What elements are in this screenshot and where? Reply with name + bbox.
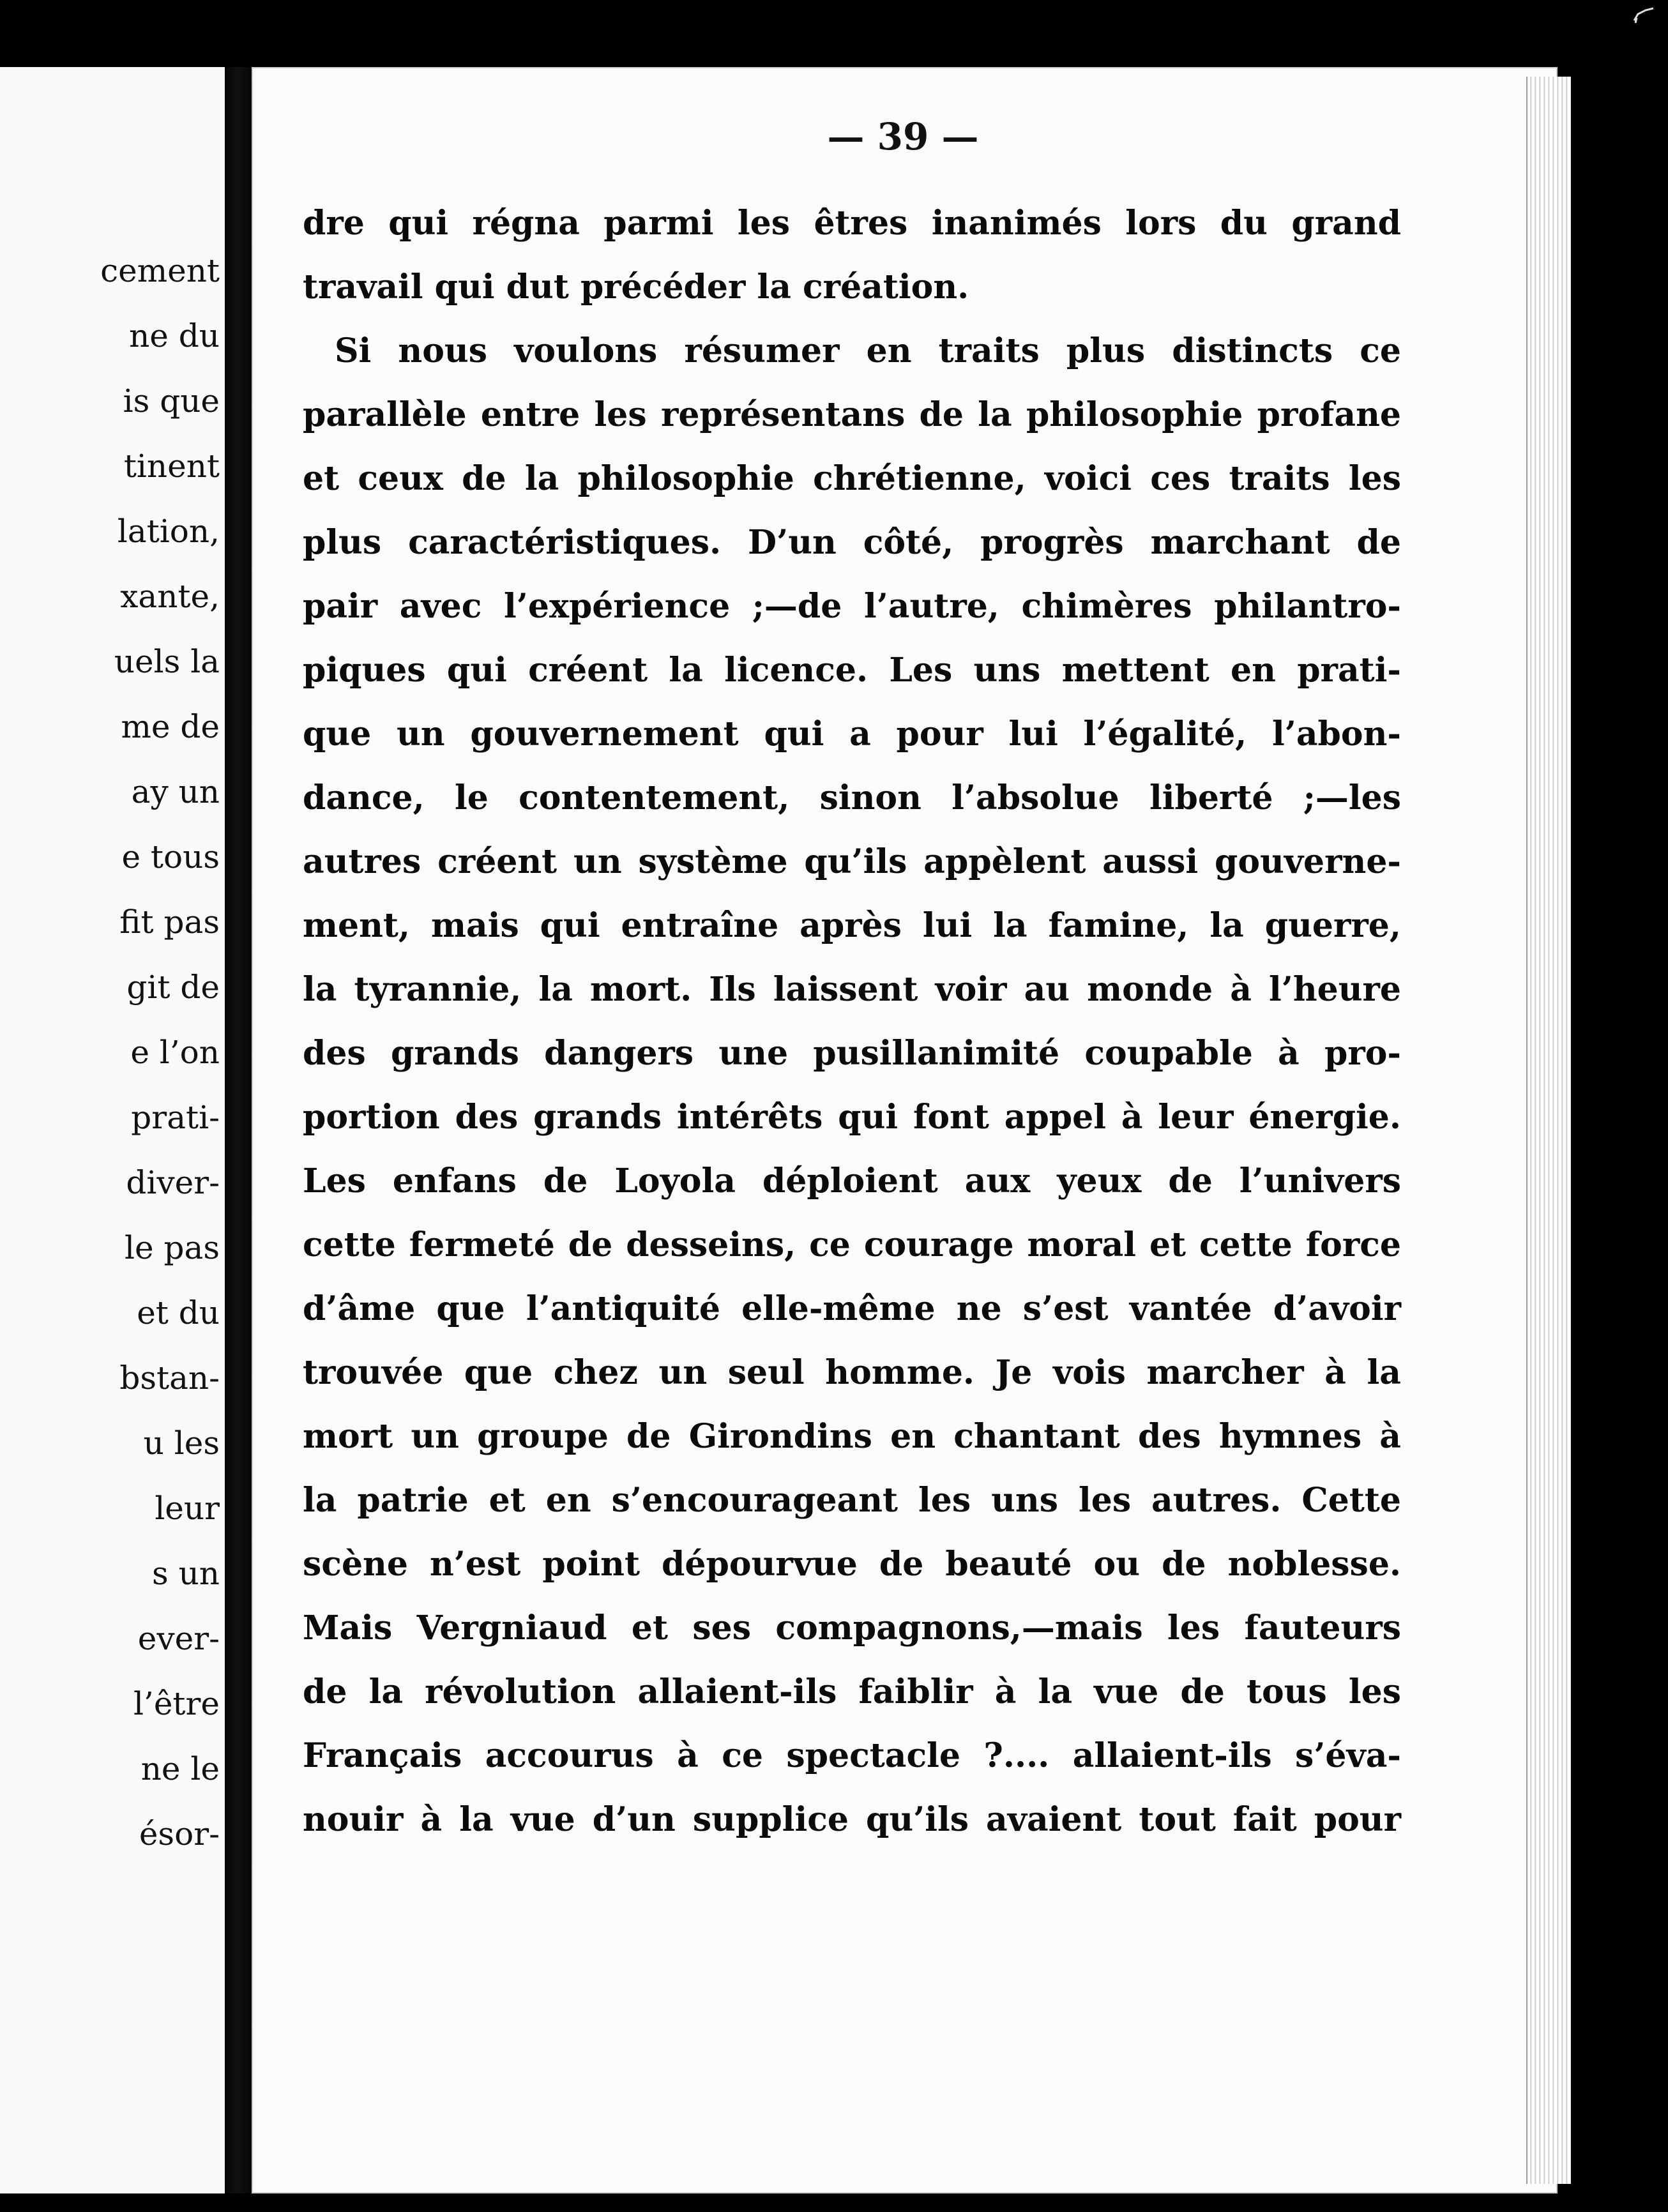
- left-page-line: diver-: [126, 1164, 220, 1201]
- scan-corner-mark: [1632, 5, 1657, 24]
- left-page-line: git de: [126, 969, 220, 1006]
- text-line: Français accourus à ce spectacle ?.... allaient-ils s’éva-: [303, 1736, 1401, 1775]
- left-page-line: leur: [155, 1490, 220, 1527]
- text-line: portion des grands intérêts qui font appel à leur énergie.: [303, 1098, 1401, 1137]
- right-page: [252, 67, 1558, 2193]
- left-page-line: xante,: [120, 578, 220, 615]
- text-line: Les enfans de Loyola déploient aux yeux de l’univers: [303, 1162, 1401, 1201]
- text-line: pair avec l’expérience ;—de l’autre, chimères philantro-: [303, 587, 1401, 626]
- text-line: piques qui créent la licence. Les uns mettent en prati-: [303, 651, 1401, 690]
- left-page-line: prati-: [131, 1099, 220, 1136]
- text-line: mort un groupe de Girondins en chantant des hymnes à: [303, 1417, 1401, 1456]
- left-page-line: uels la: [114, 643, 220, 680]
- left-page-line: lation,: [117, 513, 220, 550]
- left-page-line: is que: [123, 383, 220, 420]
- text-line: Mais Vergniaud et ses compagnons,—mais les fauteurs: [303, 1609, 1401, 1648]
- left-page-strip: [0, 67, 229, 2193]
- left-page-line: bstan-: [119, 1360, 220, 1397]
- text-line: la patrie et en s’encourageant les uns les autres. Cette: [303, 1481, 1401, 1520]
- scan-border: [1571, 0, 1668, 2212]
- page-number: — 39 —: [827, 115, 979, 158]
- text-line: trouvée que chez un seul homme. Je vois marcher à la: [303, 1353, 1401, 1392]
- book-gutter: [225, 67, 252, 2193]
- left-page-line: u les: [143, 1425, 220, 1462]
- text-line: scène n’est point dépourvue de beauté ou de noblesse.: [303, 1545, 1401, 1584]
- text-line: dre qui régna parmi les êtres inanimés lors du grand: [303, 204, 1401, 243]
- text-line: plus caractéristiques. D’un côté, progrès marchant de: [303, 523, 1401, 562]
- text-line: de la révolution allaient-ils faiblir à la vue de tous les: [303, 1672, 1401, 1711]
- text-line: et ceux de la philosophie chrétienne, voici ces traits les: [303, 459, 1401, 498]
- text-line: d’âme que l’antiquité elle-même ne s’est vantée d’avoir: [303, 1289, 1401, 1328]
- text-line: Si nous voulons résumer en traits plus distincts ce: [335, 331, 1401, 370]
- left-page-line: tinent: [123, 448, 220, 485]
- left-page-line: ne du: [129, 317, 220, 354]
- text-line: nouir à la vue d’un supplice qu’ils avaient tout fait pour: [303, 1800, 1401, 1839]
- text-line: travail qui dut précéder la création.: [303, 268, 969, 307]
- left-page-line: l’être: [133, 1685, 220, 1722]
- text-line: des grands dangers une pusillanimité coupable à pro-: [303, 1034, 1401, 1073]
- text-line: la tyrannie, la mort. Ils laissent voir au monde à l’heure: [303, 970, 1401, 1009]
- left-page-line: ay un: [131, 773, 220, 810]
- left-page-line: me de: [121, 708, 220, 745]
- left-page-line: et du: [137, 1294, 220, 1331]
- text-line: dance, le contentement, sinon l’absolue liberté ;—les: [303, 778, 1401, 817]
- text-line: autres créent un système qu’ils appèlent aussi gouverne-: [303, 842, 1401, 881]
- left-page-fragments: [0, 67, 225, 2193]
- left-page-line: e tous: [121, 838, 220, 875]
- left-page-line: e l’on: [130, 1034, 220, 1071]
- left-page-line: ne le: [140, 1750, 220, 1787]
- left-page-line: ésor-: [139, 1815, 220, 1852]
- page-edges: [1526, 77, 1572, 2184]
- text-line: parallèle entre les représentans de la philosophie profane: [303, 395, 1401, 434]
- left-page-line: fit pas: [119, 904, 220, 941]
- left-page-line: ever-: [137, 1620, 220, 1657]
- text-line: que un gouvernement qui a pour lui l’égalité, l’abon-: [303, 715, 1401, 754]
- text-line: cette fermeté de desseins, ce courage moral et cette force: [303, 1225, 1401, 1264]
- left-page-line: s un: [152, 1555, 220, 1592]
- left-page-line: le pas: [125, 1229, 220, 1266]
- text-line: ment, mais qui entraîne après lui la famine, la guerre,: [303, 906, 1401, 945]
- left-page-line: cement: [100, 252, 220, 289]
